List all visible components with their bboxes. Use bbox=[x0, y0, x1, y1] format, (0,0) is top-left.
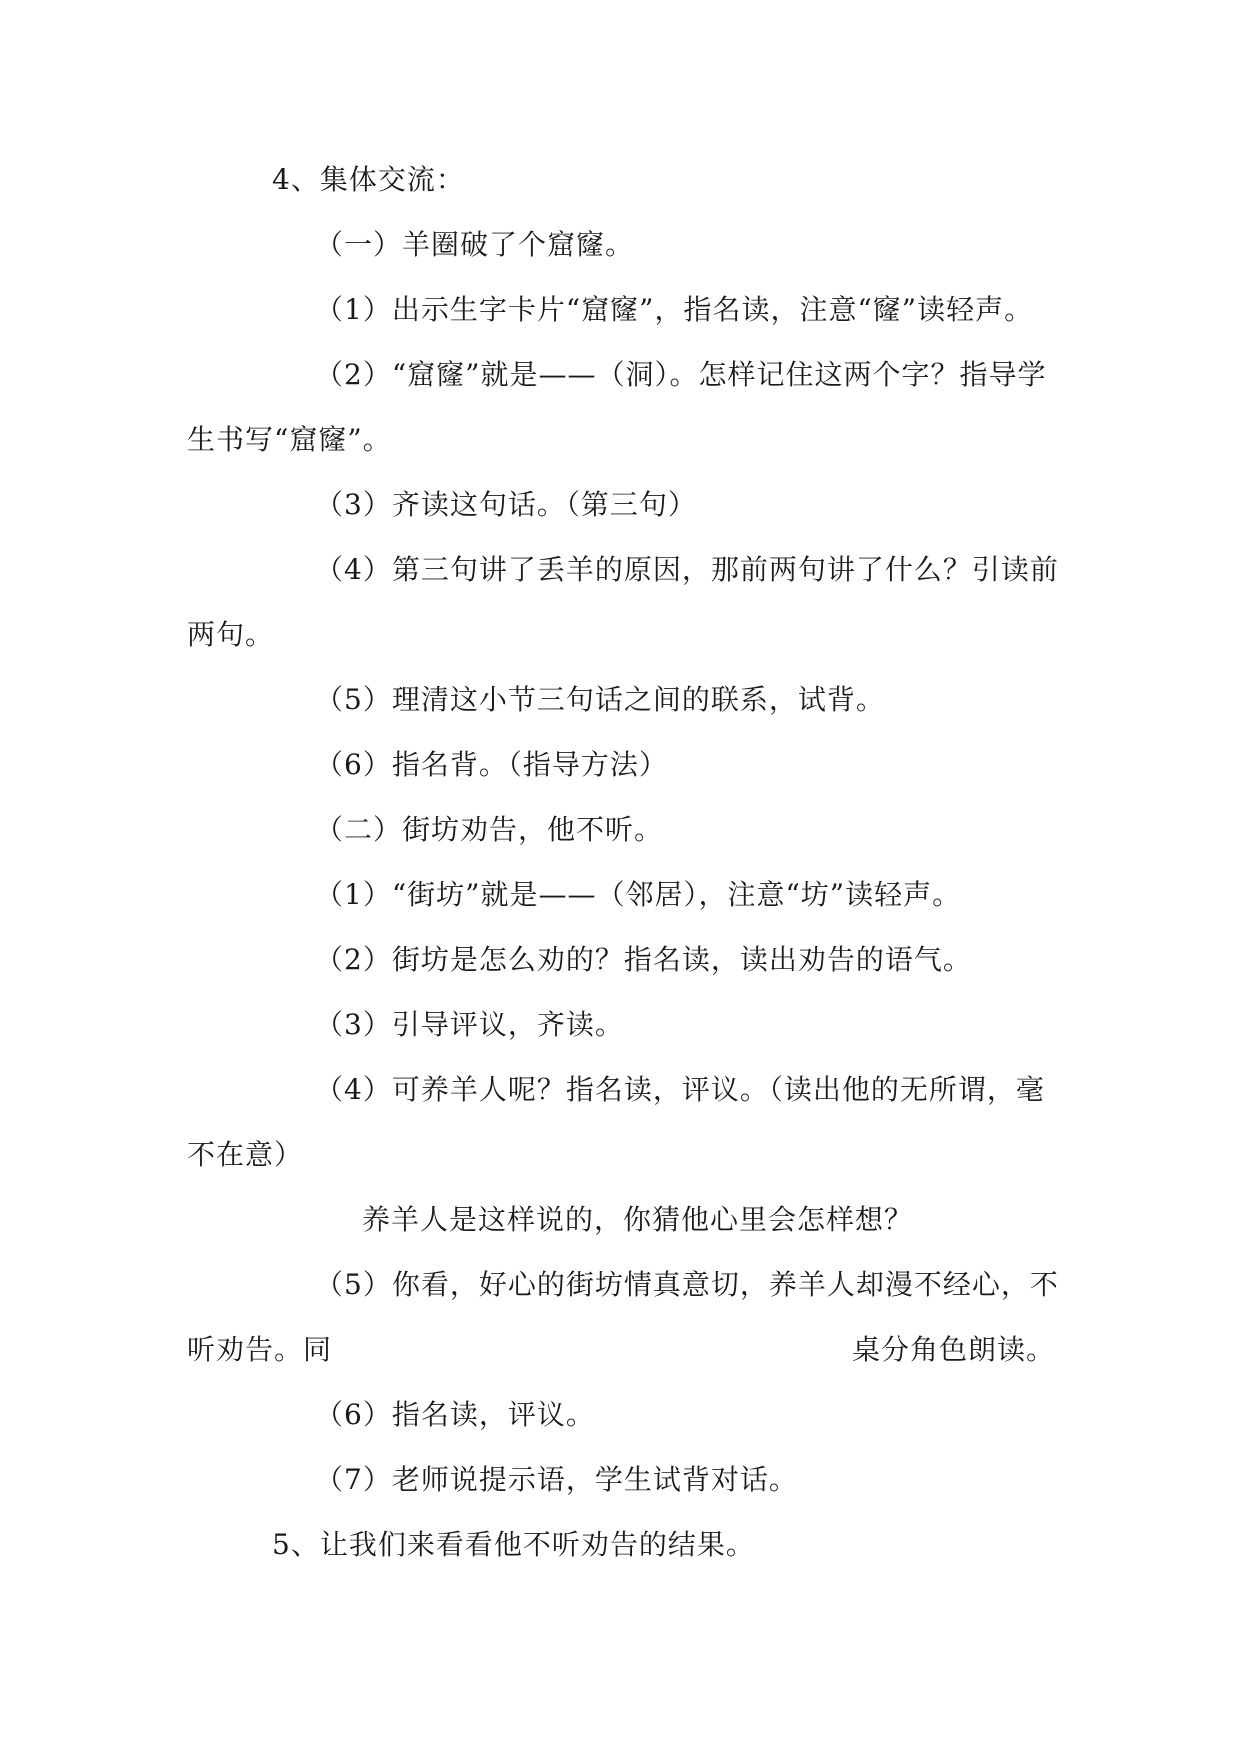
paragraph-line: 不在意） bbox=[187, 1138, 304, 1171]
paragraph-line: （3）齐读这句话。（第三句） bbox=[315, 488, 697, 521]
paragraph-line: （2）街坊是怎么劝的？指名读，读出劝告的语气。 bbox=[315, 943, 972, 976]
section-heading-4: 4、集体交流： bbox=[272, 163, 465, 196]
subsection-heading-1: （一）羊圈破了个窟窿。 bbox=[315, 228, 635, 261]
paragraph-line: （6）指名读，评议。 bbox=[315, 1398, 595, 1431]
subsection-heading-2: （二）街坊劝告，他不听。 bbox=[315, 813, 664, 846]
paragraph-line: （7）老师说提示语，学生试背对话。 bbox=[315, 1463, 798, 1496]
paragraph-line: 两句。 bbox=[187, 618, 275, 651]
paragraph-line: 桌分角色朗读。 bbox=[852, 1333, 1056, 1366]
paragraph-line: （5）你看，好心的街坊情真意切，养羊人却漫不经心，不 bbox=[315, 1268, 1059, 1301]
paragraph-line: （5）理清这小节三句话之间的联系，试背。 bbox=[315, 683, 885, 716]
paragraph-line: （1）“街坊”就是——（邻居），注意“坊”读轻声。 bbox=[315, 878, 962, 911]
paragraph-line: 养羊人是这样说的，你猜他心里会怎样想？ bbox=[362, 1203, 914, 1236]
paragraph-line: （6）指名背。（指导方法） bbox=[315, 748, 668, 781]
paragraph-line: 听劝告。同 bbox=[187, 1333, 333, 1366]
section-heading-5: 5、让我们来看看他不听劝告的结果。 bbox=[272, 1528, 755, 1561]
paragraph-line: 生书写“窟窿”。 bbox=[187, 423, 392, 456]
paragraph-line: （2）“窟窿”就是——（洞）。怎样记住这两个字？指导学 bbox=[315, 358, 1047, 391]
paragraph-line: （1）出示生字卡片“窟窿”，指名读，注意“窿”读轻声。 bbox=[315, 293, 1034, 326]
paragraph-line: （4）可养羊人呢？指名读，评议。（读出他的无所谓，毫 bbox=[315, 1073, 1045, 1106]
paragraph-line: （4）第三句讲了丢羊的原因，那前两句讲了什么？引读前 bbox=[315, 553, 1059, 586]
paragraph-line: （3）引导评议，齐读。 bbox=[315, 1008, 624, 1041]
